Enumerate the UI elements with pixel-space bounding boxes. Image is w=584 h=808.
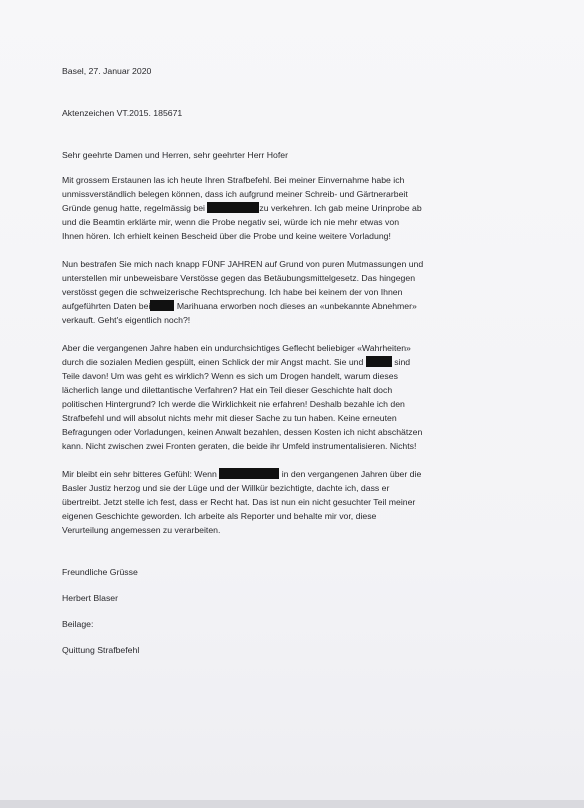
paragraph-line: Nun bestrafen Sie mich nach knapp FÜNF JAHREN auf Grund von puren Mutmassungen und [62,259,424,269]
redaction-bar [150,300,174,311]
text-fragment: aufgeführten Daten bei [62,301,151,311]
redaction-bar [366,356,392,367]
paragraph-line: Basler Justiz herzog und sie der Lüge und der Willkür bezichtigte, dachte ich, dass er [62,483,390,493]
enclosure-label: Beilage: [62,619,94,629]
paragraph-line: eigenen Geschichte geworden. Ich arbeite als Reporter und behalte mir vor, diese [62,511,377,521]
letter-closing [62,565,508,657]
paragraph-line: politischen Hintergrund? Ich werde die Wirklichkeit nie erfahren! Deshalb bezahle ich den [62,399,405,409]
paragraph-line: verstösst gegen die schweizerische Rechtsprechung. Ich habe bei keinem der von Ihnen [62,287,403,297]
signature-name: Herbert Blaser [62,593,119,603]
text-fragment: sind [394,357,411,367]
text-fragment: Gründe genug hatte, regelmässig bei [62,203,205,213]
paragraph-line: Mit grossem Erstaunen las ich heute Ihren Strafbefehl. Bei meiner Einvernahme habe ich [62,175,405,185]
paragraph-line: unterstellen mir unbeweisbare Verstösse gegen das Betäubungsmittelgesetz. Das hingegen [62,273,416,283]
paragraph-line: Verurteilung angemessen zu verarbeiten. [62,525,221,535]
text-fragment: Mir bleibt ein sehr bitteres Gefühl: Wenn [62,469,217,479]
redaction-bar [219,468,279,479]
paragraph-line [62,355,508,369]
paragraph-line: kann. Nicht zwischen zwei Fronten geraten, die beide ihr Umfeld instrumentalisieren. Nichts! [62,441,417,451]
paragraph-4 [62,467,508,537]
paragraph-line: Strafbefehl und will absolut nichts mehr mit dieser Sache zu tun haben. Keine erneuten [62,413,397,423]
paragraph-line: und die Beamtin erklärte mir, wenn die Probe negativ sei, würde ich nie mehr etwas von [62,217,400,227]
paragraph-line: verkauft. Geht's eigentlich noch?! [62,315,191,325]
paragraph-line [62,201,508,215]
paragraph-line: Befragungen oder Vorladungen, keinen Anwalt bezahlen, dessen Kosten ich nicht abschätzen [62,427,423,437]
text-fragment: zu verkehren. Ich gab meine Urinprobe ab [259,203,422,213]
letter-body [62,64,508,669]
paragraph-line: Teile davon! Um was geht es wirklich? Wenn es sich um Drogen handelt, warum dieses [62,371,398,381]
salutation: Sehr geehrte Damen und Herren, sehr geehrter Herr Hofer [62,150,288,160]
paragraph-line: lächerlich lange und dilettantische Verfahren? Hat ein Teil dieser Geschichte halt doch [62,385,393,395]
text-fragment: Marihuana erworben noch dieses an «unbekannte Abnehmer» [176,301,417,311]
paragraph-line: übertreibt. Jetzt stelle ich fest, dass er Recht hat. Das ist nun ein nicht gesuchter Teil meiner [62,497,416,507]
paragraph-line [62,467,508,481]
enclosure-item: Quittung Strafbefehl [62,645,140,655]
scan-edge [0,800,584,808]
redaction-bar [207,202,259,213]
paragraph-line [62,299,508,313]
date-line: Basel, 27. Januar 2020 [62,66,152,76]
paragraph-line: Aber die vergangenen Jahre haben ein undurchsichtiges Geflecht beliebiger «Wahrheiten» [62,343,411,353]
paragraph-1 [62,173,508,243]
reference-line: Aktenzeichen VT.2015. 185671 [62,108,183,118]
paragraph-3 [62,341,508,453]
closing-greeting: Freundliche Grüsse [62,567,138,577]
text-fragment: in den vergangenen Jahren über die [281,469,422,479]
paragraph-2 [62,257,508,327]
paragraph-line: Ihnen hören. Ich erhielt keinen Bescheid über die Probe und keine weitere Vorladung! [62,231,391,241]
text-fragment: durch die sozialen Medien gespült, einen Schlick der mir Angst macht. Sie und [62,357,364,367]
paragraph-line: unmissverständlich belegen können, dass ich aufgrund meiner Schreib- und Gärtnerarbeit [62,189,408,199]
